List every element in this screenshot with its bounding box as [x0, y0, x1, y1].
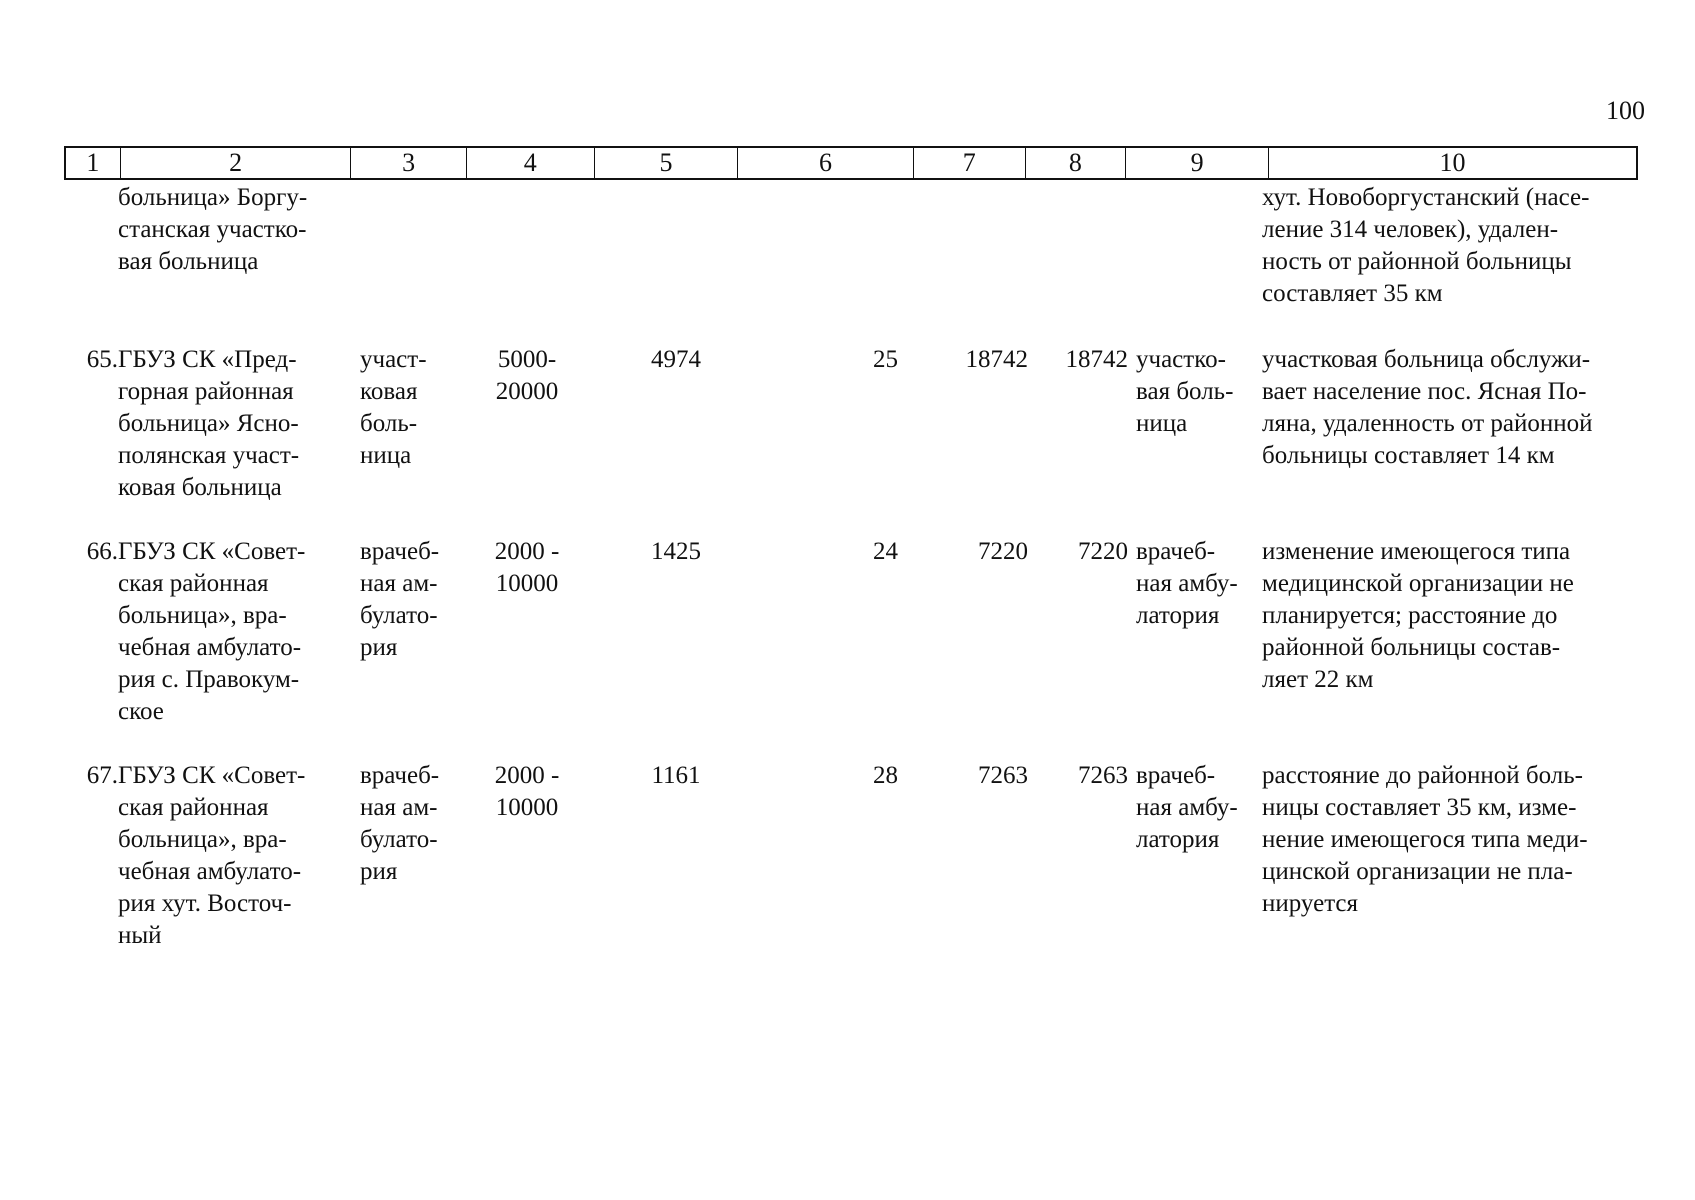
- row-note: изменение имеющегося типа медицинской организации не планируется; расстояние до районной больницы состав- ляет 22 км: [1262, 538, 1574, 693]
- row-population: 1425: [651, 538, 701, 565]
- row-col9: врачеб- ная амбу- латория: [1136, 762, 1238, 853]
- header-col-9: 9: [1126, 148, 1269, 178]
- row-col7: 7220: [978, 538, 1028, 565]
- row-type: врачеб- ная ам- булато- рия: [360, 538, 440, 661]
- header-col-4: 4: [467, 148, 595, 178]
- row-name: ГБУЗ СК «Пред- горная районная больница» Ясно- полянская участ- ковая больница: [118, 346, 300, 501]
- row-col7: 7263: [978, 762, 1028, 789]
- row-number: 66.: [86, 538, 118, 565]
- row-population: 4974: [651, 346, 701, 373]
- row-col8: 7220: [1078, 538, 1128, 565]
- row-number: 67.: [86, 762, 118, 789]
- row-col9: врачеб- ная амбу- латория: [1136, 538, 1238, 629]
- header-col-6: 6: [738, 148, 914, 178]
- row-type: врачеб- ная ам- булато- рия: [360, 762, 440, 885]
- header-col-7: 7: [914, 148, 1026, 178]
- table-header: [64, 146, 1638, 180]
- row-note: участковая больница обслужи- вает население пос. Ясная По- ляна, удаленность от районной больницы составляет 14 км: [1262, 346, 1593, 469]
- row-col8: 7263: [1078, 762, 1128, 789]
- row-col6: 24: [873, 538, 898, 565]
- row-range: 2000 - 10000: [494, 538, 560, 597]
- row-number: 65.: [86, 346, 118, 373]
- row-col6: 28: [873, 762, 898, 789]
- row-note: расстояние до районной боль- ницы составляет 35 км, изме- нение имеющегося типа меди- цинской организации не пла- нируется: [1262, 762, 1588, 917]
- page-number: 100: [1606, 96, 1645, 125]
- row-col8: 18742: [1065, 346, 1128, 373]
- row-name: ГБУЗ СК «Совет- ская районная больница», вра- чебная амбулато- рия хут. Восточ- ный: [118, 762, 306, 949]
- header-col-2: 2: [121, 148, 351, 178]
- row-col6: 25: [873, 346, 898, 373]
- header-col-5: 5: [595, 148, 739, 178]
- row-col7: 18742: [965, 346, 1028, 373]
- row-population: 1161: [651, 762, 701, 789]
- header-col-3: 3: [351, 148, 467, 178]
- row-type: участ- ковая боль- ница: [360, 346, 427, 469]
- header-col-10: 10: [1439, 148, 1466, 177]
- row-range: 2000 - 10000: [494, 762, 560, 821]
- row-note: хут. Новоборгустанский (насе- ление 314 человек), удален- ность от районной больницы составляет 35 км: [1262, 184, 1590, 307]
- header-col-1: 1: [66, 148, 121, 178]
- row-name: ГБУЗ СК «Совет- ская районная больница», вра- чебная амбулато- рия с. Правокум- ское: [118, 538, 306, 725]
- header-col-8: 8: [1026, 148, 1127, 178]
- row-name: больница» Боргу- станская участко- вая больница: [118, 184, 308, 275]
- row-col9: участко- вая боль- ница: [1136, 346, 1234, 437]
- row-range: 5000- 20000: [495, 346, 559, 405]
